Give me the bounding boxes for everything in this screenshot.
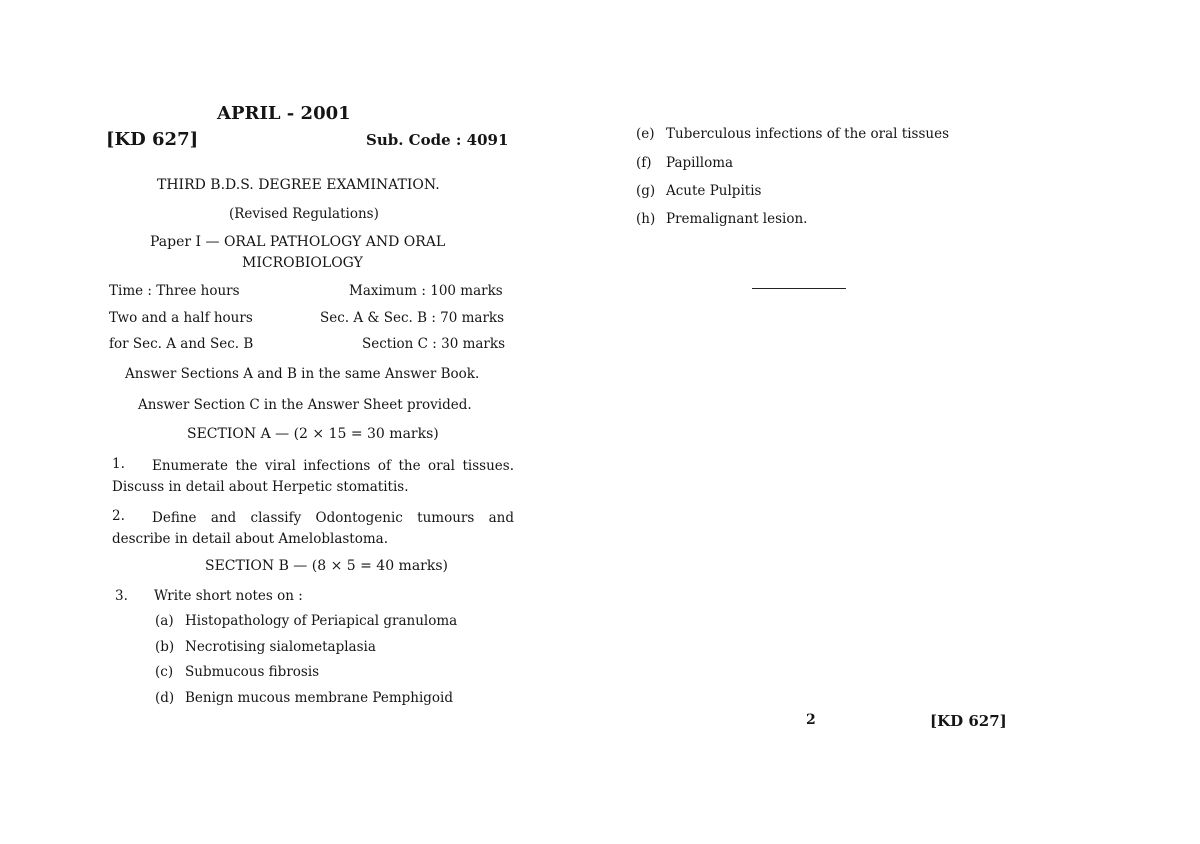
maximum-marks: Maximum : 100 marks [349, 283, 503, 299]
page-number: 2 [806, 712, 816, 728]
item-label: (g) [636, 183, 656, 199]
item-text: Tuberculous infections of the oral tissues [666, 126, 950, 142]
item-label: (f) [636, 155, 652, 171]
instruction-2: Answer Section C in the Answer Sheet provided. [138, 397, 472, 413]
section-a-heading: SECTION A — (2 × 15 = 30 marks) [187, 426, 439, 442]
list-item [155, 664, 319, 680]
list-item [155, 690, 453, 706]
list-item [636, 155, 733, 171]
item-text: Papilloma [666, 155, 734, 171]
paper-code: [KD 627] [106, 129, 199, 150]
subject-code: Sub. Code : 4091 [366, 131, 509, 149]
footer-paper-code: [KD 627] [930, 712, 1007, 730]
paper-title-line2: MICROBIOLOGY [242, 255, 363, 271]
q1-text: Enumerate the viral infections of the oral tissues. Discuss in detail about Herpetic stomatitis. [112, 458, 514, 495]
item-label: (e) [636, 126, 655, 142]
list-item [636, 183, 761, 199]
item-label: (c) [155, 664, 174, 680]
item-text: Necrotising sialometaplasia [185, 639, 376, 655]
paper-title-line1: Paper I — ORAL PATHOLOGY AND ORAL [150, 234, 446, 250]
time-sec-ab: Two and a half hours [109, 310, 253, 326]
marks-sec-ab: Sec. A & Sec. B : 70 marks [320, 310, 505, 326]
item-label: (a) [155, 613, 174, 629]
q1-number: 1. [112, 456, 125, 472]
list-item [155, 639, 376, 655]
instruction-1: Answer Sections A and B in the same Answer Book. [125, 366, 480, 382]
exam-title: THIRD B.D.S. DEGREE EXAMINATION. [157, 177, 440, 193]
item-text: Submucous fibrosis [185, 664, 320, 680]
marks-sec-c: Section C : 30 marks [362, 336, 505, 352]
q2-text: Define and classify Odontogenic tumours and describe in detail about Ameloblastoma. [112, 510, 514, 547]
time-label: Time : Three hours [109, 283, 240, 299]
regulations: (Revised Regulations) [229, 206, 379, 222]
item-text: Acute Pulpitis [666, 183, 762, 199]
q3-number: 3. [115, 588, 128, 604]
item-label: (h) [636, 211, 656, 227]
end-divider [752, 288, 846, 289]
section-b-heading: SECTION B — (8 × 5 = 40 marks) [205, 558, 449, 574]
list-item [636, 211, 807, 227]
item-text: Premalignant lesion. [666, 211, 808, 227]
exam-month-year: APRIL - 2001 [217, 103, 351, 124]
time-sec-ab-cont: for Sec. A and Sec. B [109, 336, 254, 352]
item-label: (d) [155, 690, 175, 706]
q3-text: Write short notes on : [154, 588, 303, 604]
list-item [155, 613, 457, 629]
list-item [636, 126, 949, 142]
item-label: (b) [155, 639, 175, 655]
item-text: Benign mucous membrane Pemphigoid [185, 690, 454, 706]
item-text: Histopathology of Periapical granuloma [185, 613, 458, 629]
q2-number: 2. [112, 508, 125, 524]
